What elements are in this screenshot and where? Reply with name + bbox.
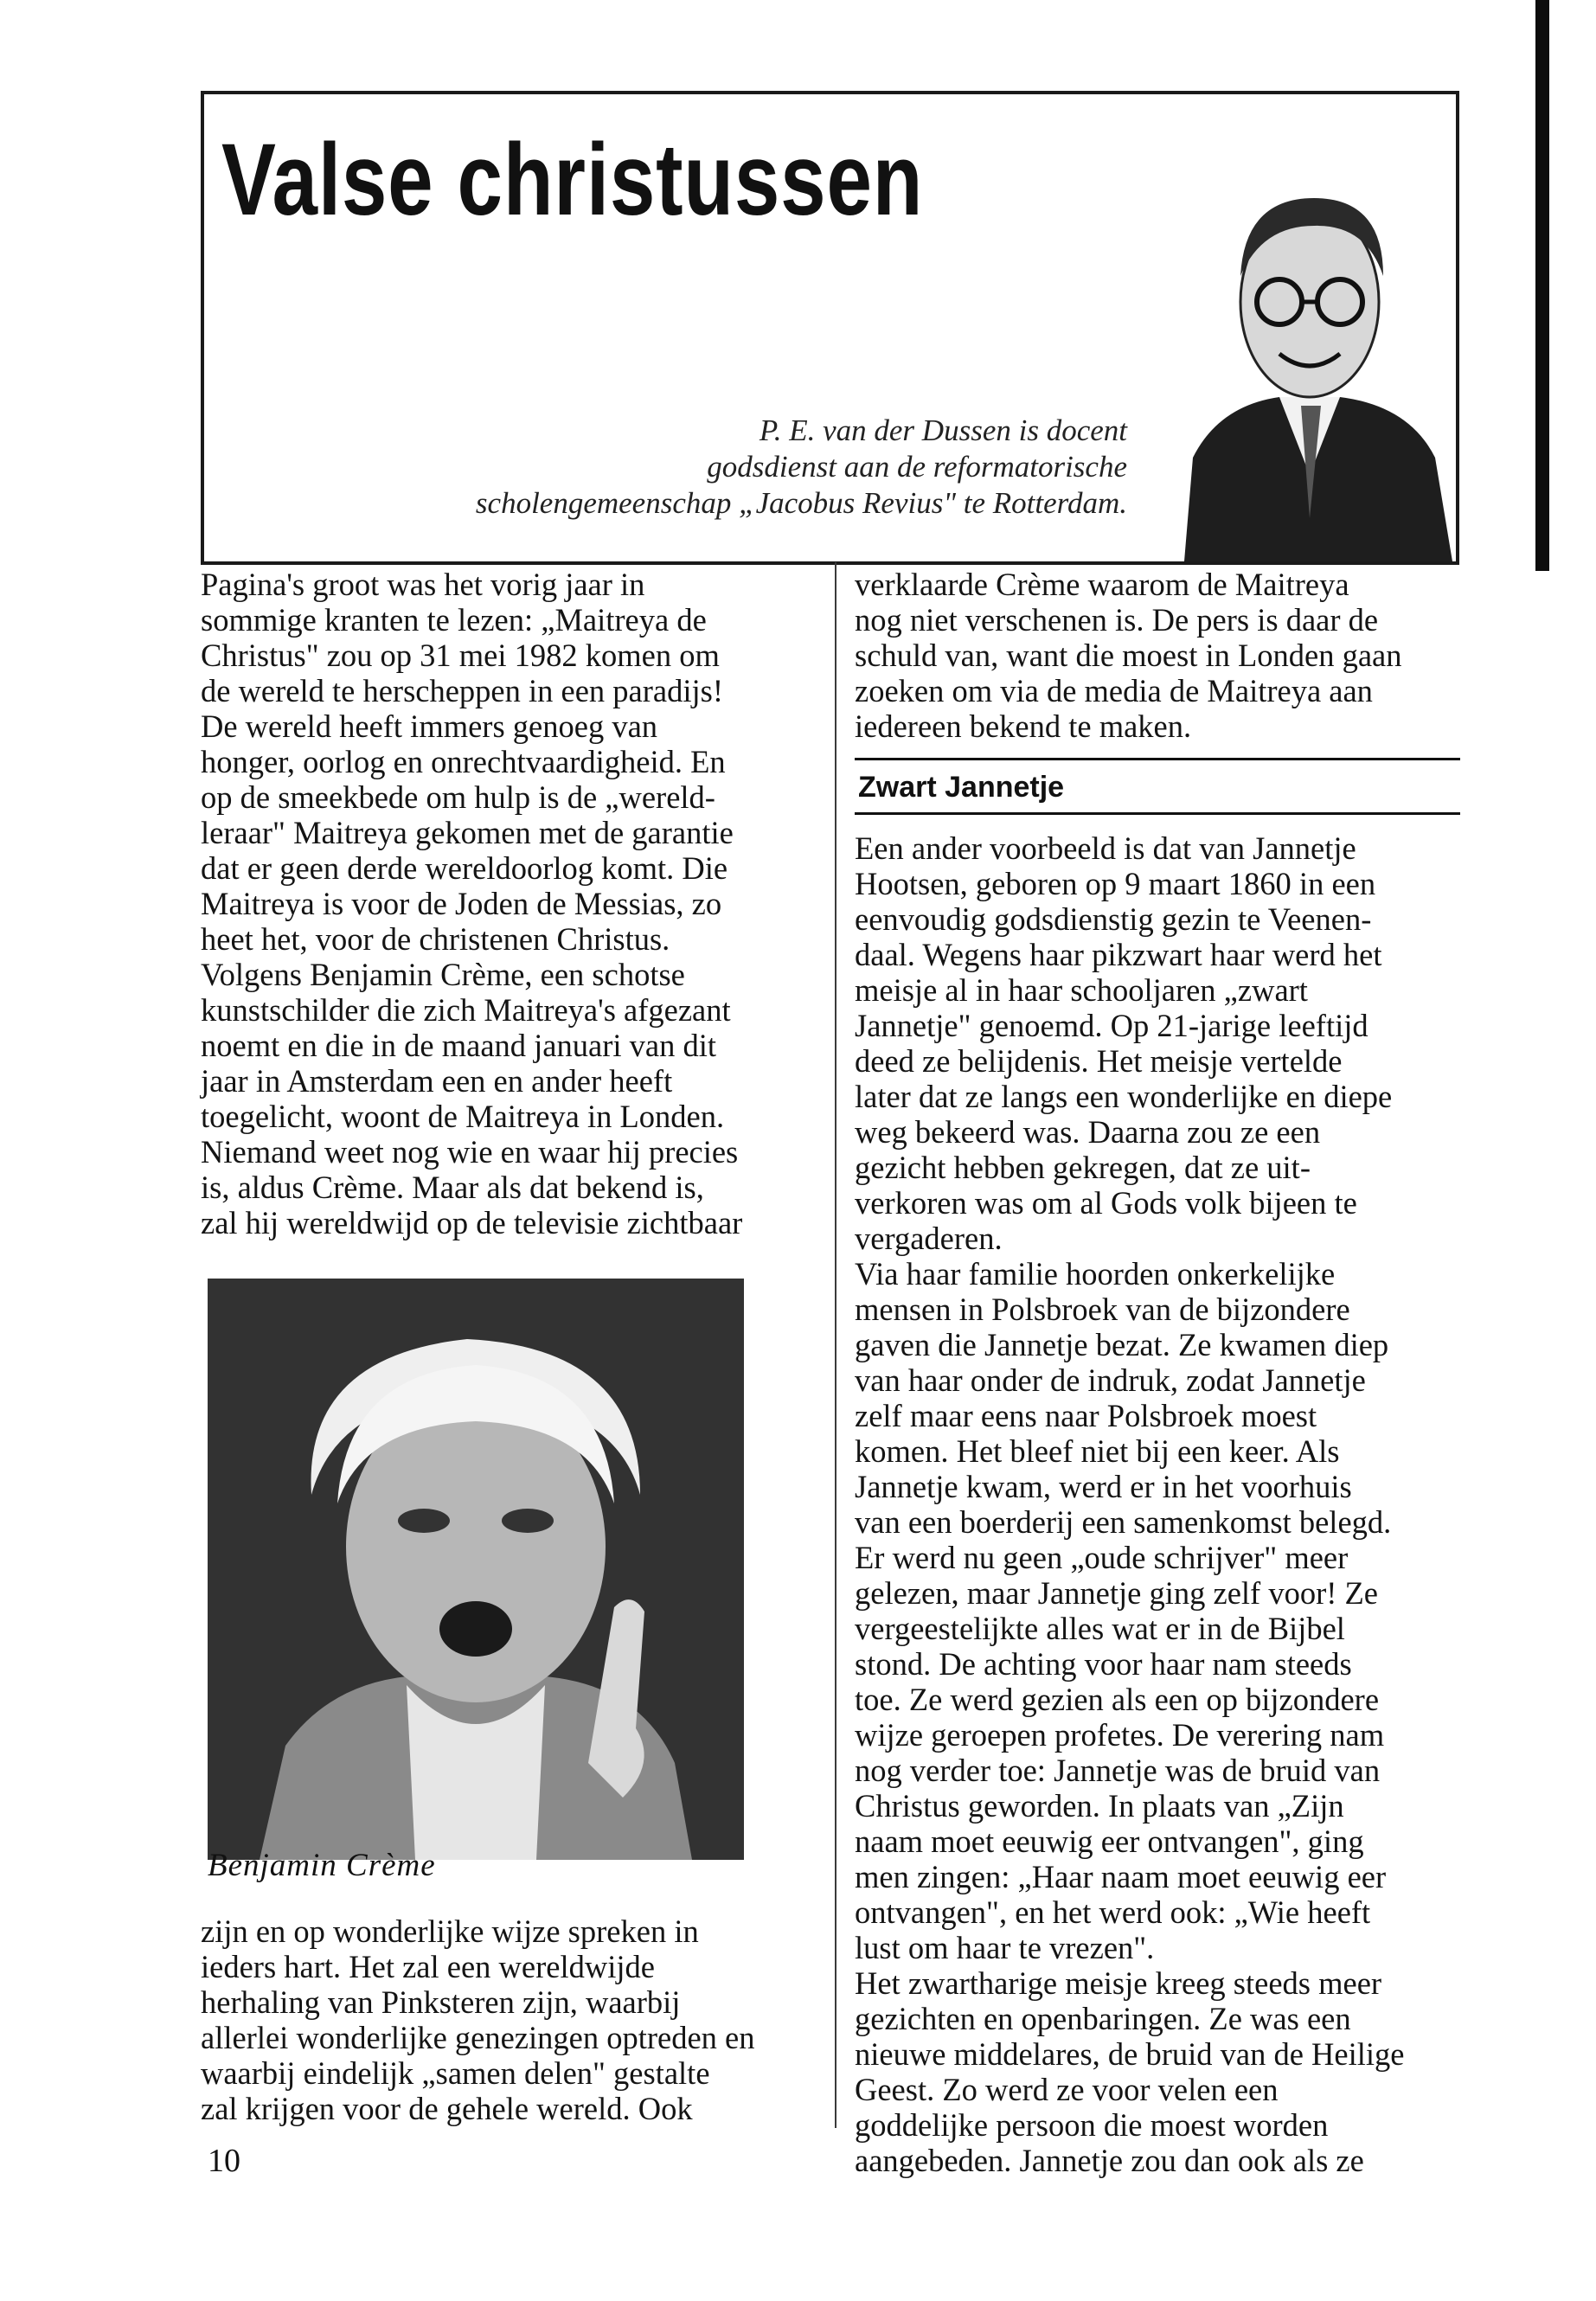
text-line: zoeken om via de media de Maitreya aan (855, 673, 1373, 708)
text-line: ieders hart. Het zal een wereldwijde (201, 1949, 655, 1984)
text-line: naam moet eeuwig eer ontvangen", ging (855, 1823, 1364, 1859)
text-line: daal. Wegens haar pikzwart haar werd het (855, 937, 1382, 972)
text-line: zelf maar eens naar Polsbroek moest (855, 1398, 1317, 1433)
article-title: Valse christussen (221, 123, 924, 237)
right-column-section (855, 830, 1460, 2178)
text-line: eenvoudig godsdienstig gezin te Veenen- (855, 901, 1372, 937)
text-line: Jannetje" genoemd. Op 21-jarige leeftijd (855, 1008, 1368, 1043)
author-bio-line: godsdienst aan de reformatorische (707, 450, 1127, 484)
text-line: nog verder toe: Jannetje was de bruid van (855, 1753, 1381, 1788)
text-line: Het zwartharige meisje kreeg steeds meer (855, 1965, 1382, 2001)
text-line: toe. Ze werd gezien als een op bijzondere (855, 1682, 1380, 1717)
text-line: jaar in Amsterdam een en ander heeft (201, 1063, 673, 1099)
text-line: wijze geroepen profetes. De verering nam (855, 1717, 1385, 1753)
text-line: verklaarde Crème waarom de Maitreya (855, 567, 1349, 602)
text-line: men zingen: „Haar naam moet eeuwig eer (855, 1859, 1387, 1894)
text-line: gezichten en openbaringen. Ze was een (855, 2001, 1351, 2036)
text-line: herhaling van Pinksteren zijn, waarbij (201, 1984, 681, 2020)
text-line: stond. De achting voor haar nam steeds (855, 1646, 1352, 1682)
text-line: zal hij wereldwijd op de televisie zichtbaar (201, 1205, 743, 1240)
text-line: Er werd nu geen „oude schrijver" meer (855, 1540, 1349, 1575)
section-heading (855, 758, 1460, 815)
text-line: de wereld te herscheppen in een paradijs! (201, 673, 723, 708)
text-line: zijn en op wonderlijke wijze spreken in (201, 1913, 699, 1949)
column-divider (835, 562, 836, 2128)
benjamin-creme-photo (208, 1279, 744, 1860)
text-line: gelezen, maar Jannetje ging zelf voor! Ze (855, 1575, 1378, 1611)
text-line: ontvangen", en het werd ook: „Wie heeft (855, 1894, 1371, 1930)
text-line: goddelijke persoon die moest worden (855, 2107, 1329, 2143)
text-line: toegelicht, woont de Maitreya in Londen. (201, 1099, 725, 1134)
text-line: De wereld heeft immers genoeg van (201, 708, 658, 744)
text-line: is, aldus Crème. Maar als dat bekend is, (201, 1170, 704, 1205)
text-line: leraar" Maitreya gekomen met de garantie (201, 815, 734, 850)
text-line: van een boerderij een samenkomst belegd. (855, 1504, 1392, 1540)
text-line: Hootsen, geboren op 9 maart 1860 in een (855, 866, 1376, 901)
text-line: van haar onder de indruk, zodat Jannetje (855, 1362, 1366, 1398)
text-line: deed ze belijdenis. Het meisje vertelde (855, 1043, 1343, 1079)
right-column-top (855, 567, 1460, 744)
author-portrait (1167, 146, 1452, 561)
text-line: gaven die Jannetje bezat. Ze kwamen diep (855, 1327, 1389, 1362)
text-line: komen. Het bleef niet bij een keer. Als (855, 1433, 1340, 1469)
text-line: dat er geen derde wereldoorlog komt. Die (201, 850, 728, 886)
title-box (201, 91, 1459, 565)
text-line: waarbij eindelijk „samen delen" gestalte (201, 2055, 710, 2091)
text-line: heet het, voor de christenen Christus. (201, 921, 670, 957)
text-line: aangebeden. Jannetje zou dan ook als ze (855, 2143, 1364, 2178)
page-number: 10 (208, 2143, 240, 2179)
text-line: vergeestelijkte alles wat er in de Bijbel (855, 1611, 1345, 1646)
text-line: nog niet verschenen is. De pers is daar de (855, 602, 1379, 638)
text-line: Volgens Benjamin Crème, een schotse (201, 957, 685, 992)
text-line: Via haar familie hoorden onkerkelijke (855, 1256, 1336, 1292)
text-line: later dat ze langs een wonderlijke en diepe (855, 1079, 1393, 1114)
text-line: honger, oorlog en onrechtvaardigheid. En (201, 744, 726, 779)
left-column-continued (201, 1913, 824, 2126)
scan-edge-bar (1535, 0, 1549, 571)
text-line: lust om haar te vrezen". (855, 1930, 1155, 1965)
text-line: op de smeekbede om hulp is de „wereld- (201, 779, 715, 815)
photo-caption: Benjamin Crème (208, 1848, 436, 1883)
text-line: Christus" zou op 31 mei 1982 komen om (201, 638, 720, 673)
text-line: schuld van, want die moest in Londen gaan (855, 638, 1402, 673)
text-line: Geest. Zo werd ze voor velen een (855, 2072, 1279, 2107)
text-line: Niemand weet nog wie en waar hij precies (201, 1134, 739, 1170)
text-line: Jannetje kwam, werd er in het voorhuis (855, 1469, 1352, 1504)
text-line: iedereen bekend te maken. (855, 708, 1192, 744)
text-line: Christus geworden. In plaats van „Zijn (855, 1788, 1344, 1823)
text-line: meisje al in haar schooljaren „zwart (855, 972, 1308, 1008)
text-line: nieuwe middelares, de bruid van de Heilige (855, 2036, 1405, 2072)
text-line: allerlei wonderlijke genezingen optreden en (201, 2020, 755, 2055)
author-bio (470, 413, 1127, 522)
text-line: sommige kranten te lezen: „Maitreya de (201, 602, 707, 638)
text-line: Maitreya is voor de Joden de Messias, zo (201, 886, 722, 921)
author-bio-line: scholengemeenschap „Jacobus Revius" te Rotterdam. (475, 486, 1127, 520)
text-line: weg bekeerd was. Daarna zou ze een (855, 1114, 1321, 1150)
text-line: noemt en die in de maand januari van dit (201, 1028, 716, 1063)
section-heading-text: Zwart Jannetje (858, 771, 1065, 804)
text-line: Pagina's groot was het vorig jaar in (201, 567, 645, 602)
text-line: Een ander voorbeeld is dat van Jannetje (855, 830, 1356, 866)
text-line: kunstschilder die zich Maitreya's afgezant (201, 992, 731, 1028)
author-bio-line: P. E. van der Dussen is docent (759, 413, 1127, 447)
left-column-intro (201, 567, 824, 1240)
text-line: verkoren was om al Gods volk bijeen te (855, 1185, 1357, 1221)
text-line: zal krijgen voor de gehele wereld. Ook (201, 2091, 693, 2126)
text-line: gezicht hebben gekregen, dat ze uit- (855, 1150, 1311, 1185)
text-line: vergaderen. (855, 1221, 1003, 1256)
text-line: mensen in Polsbroek van de bijzondere (855, 1292, 1350, 1327)
